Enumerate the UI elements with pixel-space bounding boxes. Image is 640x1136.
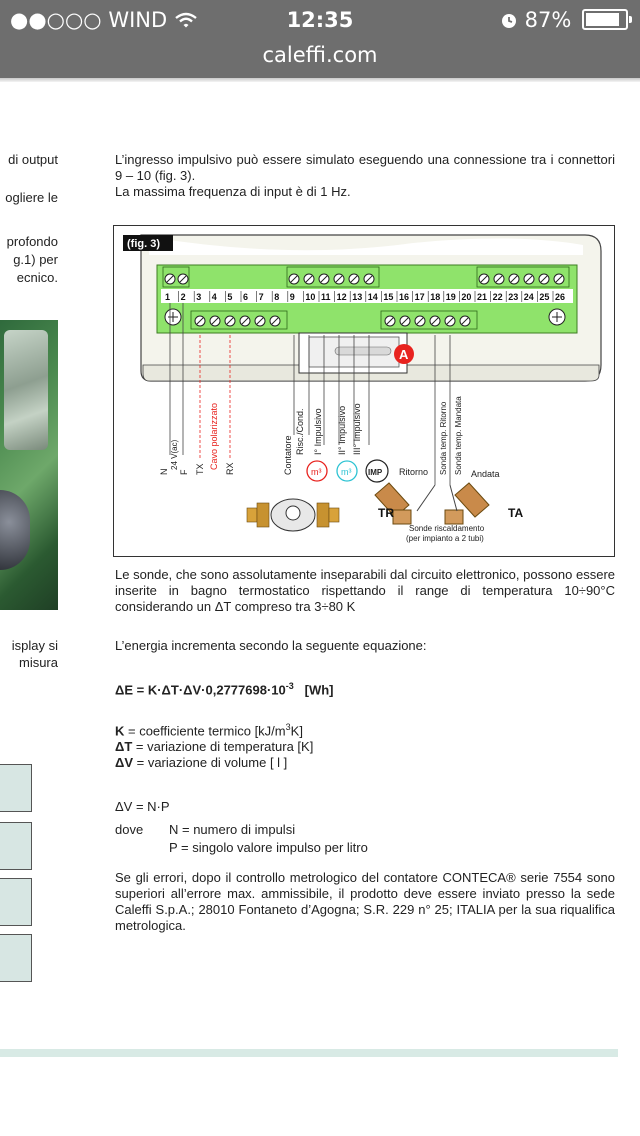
terminal-number: 16 [399,292,410,302]
carrier-name: WIND [108,8,168,32]
terminal-number: 22 [492,292,503,302]
svg-text:Andata: Andata [471,469,500,479]
terminal-block-bottom-right [381,311,477,329]
terminal-number: 19 [445,292,456,302]
terminal-number: 5 [227,292,233,302]
svg-text:Ritorno: Ritorno [399,467,429,477]
terminal-number: 13 [352,292,363,302]
energy-equation: $\Delta E = K\cdot\Delta T\cdot\Delta V\cdot 0,2777698\cdot 10^{-3}$ [Wh] [115,681,334,698]
terminal-number: 1 [165,292,171,302]
definitions: K = coefficiente termico $[kJ/m^3K]$ ΔT = variazione di temperatura [K] ΔV = variazione di volume [ l ] [115,722,314,771]
svg-text:Risc./Cond.: Risc./Cond. [295,408,305,455]
left-text-fragment: profondo [6,234,58,249]
section-divider [0,1049,618,1057]
header-divider [0,78,640,82]
wiring-diagram [113,225,615,558]
formula-legend: dove N = numero di impulsi P = singolo valore impulso per litro [115,822,368,855]
svg-text:TR: TR [378,506,394,520]
signal-strength: ●●○○○ [10,8,102,32]
svg-text:Cavo polarizzato: Cavo polarizzato [209,402,219,470]
battery-icon [582,9,628,30]
terminal-number: 26 [555,292,566,302]
left-text-fragment: ogliere le [5,190,58,205]
svg-text:N: N [159,468,169,475]
battery-area [500,8,628,32]
left-text-fragment: misura [18,655,58,670]
terminal-number: 17 [414,292,425,302]
volume-formula: ΔV = N·P [115,799,170,814]
left-text-fragment: di output [8,152,58,167]
svg-text:F: F [179,469,189,475]
table-cell [0,764,32,812]
svg-text:(per impianto a 2 tubi): (per impianto a 2 tubi) [406,534,484,543]
terminal-number: 11 [321,292,331,302]
terminal-block-top-middle [287,267,379,287]
svg-text:Sonda temp. Ritorno: Sonda temp. Ritorno [439,401,448,475]
terminal-block-bottom-left [191,311,287,329]
alarm-clock-icon [500,8,525,32]
terminal-number: 2 [180,292,186,302]
terminal-number: 9 [289,292,295,302]
svg-text:I° Impulsivo: I° Impulsivo [313,408,323,455]
battery-percent: 87% [524,8,572,32]
terminal-number: 15 [383,292,394,302]
terminal-number: 25 [539,292,550,302]
terminal-number: 6 [243,292,249,302]
terminal-number: 23 [508,292,519,302]
left-text-fragment: isplay si [11,638,58,653]
svg-text:Sonde riscaldamento: Sonde riscaldamento [409,524,485,533]
svg-text:24 V(ac): 24 V(ac) [170,439,179,470]
sensors-paragraph: Le sonde, che sono assolutamente inseparabili dal circuito elettronico, possono essere inserite in bagno termostatico rispettando il range di temperatura 10÷90°C considerando un ΔT compreso tra 3÷80 K [115,567,615,614]
final-paragraph: Se gli errori, dopo il controllo metrologico del contatore CONTECA® serie 7554 sono superiori all’errore max. ammissibile, il prodotto deve essere inviato presso la sede Caleffi S.p.A.; 28010 Fontaneto d’Agogna; S.R. 229 n° 25; ITALIA per la sua riqualifica metrologica. [115,870,615,933]
svg-text:m³: m³ [341,467,352,477]
terminal-number: 12 [336,292,347,302]
svg-text:Contatore: Contatore [283,435,293,475]
terminal-number: 24 [523,292,534,302]
clock: 12:35 [286,8,354,32]
svg-text:III° Impulsivo: III° Impulsivo [352,403,362,455]
terminal-number: 8 [274,292,280,302]
left-text-fragment: g.1) per [13,252,58,267]
svg-text:Sonda temp. Mandata: Sonda temp. Mandata [454,396,463,475]
energy-intro: L’energia incrementa secondo la seguente equazione: [115,638,427,653]
status-bar [0,0,640,40]
svg-text:TA: TA [508,506,524,520]
terminal-number: 4 [211,292,217,302]
water-meter-icon [247,499,339,531]
svg-text:IMP: IMP [368,468,383,477]
url-text[interactable]: caleffi.com [262,43,378,67]
svg-text:TX: TX [195,463,205,475]
table-cell [0,934,32,982]
svg-text:II° Impulsivo: II° Impulsivo [337,405,347,455]
terminal-block-top-left [163,267,189,287]
figure-label: (fig. 3) [127,238,160,250]
svg-text:m³: m³ [311,467,322,477]
terminal-number: 3 [196,292,202,302]
terminal-number: 7 [258,292,264,302]
terminal-number: 21 [477,292,488,302]
terminal-number: 10 [305,292,316,302]
left-text-fragment: ecnico. [16,270,58,285]
intro-paragraph: L’ingresso impulsivo può essere simulato eseguendo una connessione tra i connettori 9 – 10 (fig. 3). La massima frequenza di input è di 1 Hz. [115,152,615,199]
table-cell [0,822,32,870]
device-photo [0,320,58,610]
terminal-block-top-right [477,267,569,287]
terminal-number: 18 [430,292,441,302]
svg-text:RX: RX [225,462,235,475]
svg-text:A: A [399,347,409,362]
terminal-number: 14 [367,292,378,302]
table-cell [0,878,32,926]
terminal-number: 20 [461,292,472,302]
address-bar[interactable] [0,40,640,78]
